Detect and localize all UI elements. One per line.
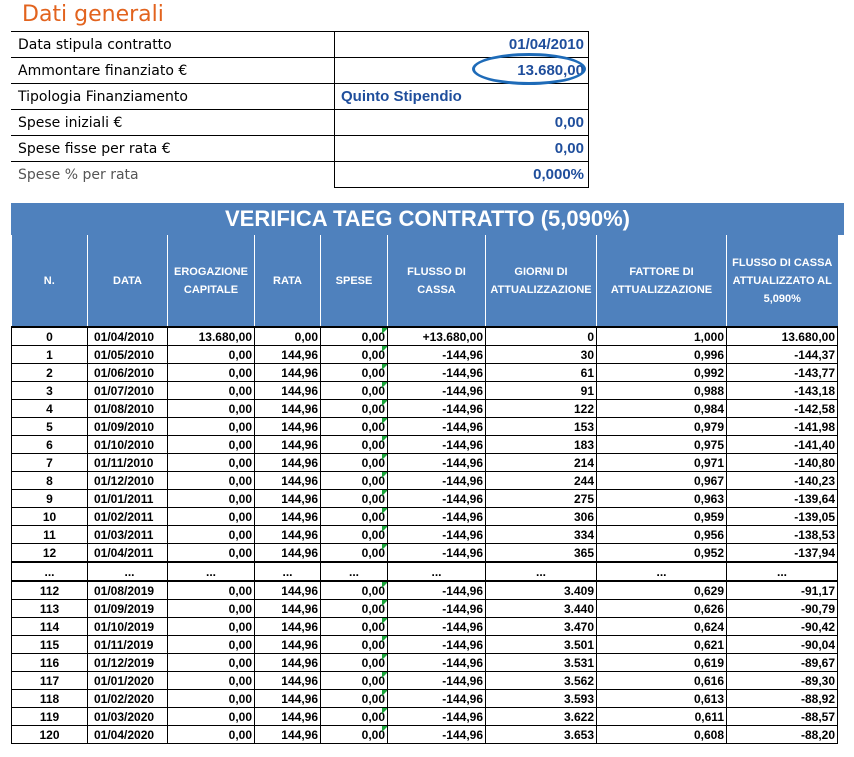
cell-cash-flow[interactable]: -144,96: [388, 526, 486, 544]
cell-installment[interactable]: 0,00: [255, 327, 321, 346]
cell-factor[interactable]: 0,624: [597, 618, 727, 636]
general-row-type: [11, 84, 589, 110]
cell-installment[interactable]: 144,96: [255, 364, 321, 382]
cell-days[interactable]: 214: [486, 454, 597, 472]
cell-disbursement[interactable]: 0,00: [168, 454, 255, 472]
cell-discounted-flow[interactable]: -89,30: [727, 672, 838, 690]
cell-discounted-flow[interactable]: -140,23: [727, 472, 838, 490]
cell-n[interactable]: 3: [12, 382, 88, 400]
cell-days[interactable]: 3.531: [486, 654, 597, 672]
cell-date[interactable]: 01/04/2020: [88, 726, 168, 744]
value-initial-fees[interactable]: 0,00: [335, 110, 589, 136]
value-financing-type[interactable]: Quinto Stipendio: [335, 84, 589, 110]
table-row: [12, 454, 838, 472]
cell-installment[interactable]: 144,96: [255, 544, 321, 563]
cell-factor[interactable]: ...: [597, 562, 727, 581]
cell-factor[interactable]: 0,608: [597, 726, 727, 744]
cell-discounted-flow[interactable]: -138,53: [727, 526, 838, 544]
cell-date[interactable]: 01/08/2019: [88, 581, 168, 600]
cell-disbursement[interactable]: 0,00: [168, 726, 255, 744]
label-initial-fees: Spese iniziali €: [11, 110, 335, 136]
cell-fees[interactable]: 0,00: [321, 364, 388, 382]
cell-date[interactable]: 01/05/2010: [88, 346, 168, 364]
table-row: [12, 508, 838, 526]
cell-fees[interactable]: 0,00: [321, 454, 388, 472]
cell-discounted-flow[interactable]: -88,92: [727, 690, 838, 708]
cell-discounted-flow[interactable]: -88,57: [727, 708, 838, 726]
cell-factor[interactable]: 0,619: [597, 654, 727, 672]
cell-disbursement[interactable]: ...: [168, 562, 255, 581]
cell-cash-flow[interactable]: -144,96: [388, 600, 486, 618]
cell-discounted-flow[interactable]: -141,40: [727, 436, 838, 454]
cell-disbursement[interactable]: 0,00: [168, 436, 255, 454]
cell-fees[interactable]: 0,00: [321, 508, 388, 526]
cell-cash-flow[interactable]: ...: [388, 562, 486, 581]
cell-n[interactable]: 2: [12, 364, 88, 382]
cell-n[interactable]: 113: [12, 600, 88, 618]
cell-fees[interactable]: 0,00: [321, 526, 388, 544]
table-row: [12, 708, 838, 726]
general-row-initial-fees: [11, 110, 589, 136]
cell-n[interactable]: 9: [12, 490, 88, 508]
cell-disbursement[interactable]: 0,00: [168, 418, 255, 436]
cell-days[interactable]: 122: [486, 400, 597, 418]
cell-discounted-flow[interactable]: -88,20: [727, 726, 838, 744]
cell-cash-flow[interactable]: +13.680,00: [388, 327, 486, 346]
cell-fees[interactable]: ...: [321, 562, 388, 581]
cell-days[interactable]: 30: [486, 346, 597, 364]
cell-n[interactable]: 7: [12, 454, 88, 472]
header-date: DATA: [88, 235, 168, 327]
cell-fees[interactable]: 0,00: [321, 418, 388, 436]
cell-date[interactable]: 01/09/2010: [88, 418, 168, 436]
cell-cash-flow[interactable]: -144,96: [388, 672, 486, 690]
label-percent-fees: Spese % per rata: [11, 162, 335, 188]
header-installment: RATA: [255, 235, 321, 327]
table-row: [12, 581, 838, 600]
value-contract-date[interactable]: 01/04/2010: [335, 32, 589, 58]
cell-n[interactable]: 112: [12, 581, 88, 600]
cell-date[interactable]: 01/06/2010: [88, 364, 168, 382]
cell-installment[interactable]: 144,96: [255, 454, 321, 472]
cell-factor[interactable]: 0,963: [597, 490, 727, 508]
cell-days[interactable]: 275: [486, 490, 597, 508]
cell-cash-flow[interactable]: -144,96: [388, 708, 486, 726]
cell-fees[interactable]: 0,00: [321, 472, 388, 490]
cell-date[interactable]: 01/12/2019: [88, 654, 168, 672]
cell-days[interactable]: 3.501: [486, 636, 597, 654]
table-row: [12, 654, 838, 672]
cell-cash-flow[interactable]: -144,96: [388, 726, 486, 744]
cell-date[interactable]: 01/08/2010: [88, 400, 168, 418]
cell-cash-flow[interactable]: -144,96: [388, 618, 486, 636]
cell-date[interactable]: 01/01/2020: [88, 672, 168, 690]
cell-discounted-flow[interactable]: -140,80: [727, 454, 838, 472]
cell-n[interactable]: 0: [12, 327, 88, 346]
cell-n[interactable]: 10: [12, 508, 88, 526]
cell-disbursement[interactable]: 0,00: [168, 600, 255, 618]
cell-disbursement[interactable]: 13.680,00: [168, 327, 255, 346]
header-days: GIORNI DI ATTUALIZZAZIONE: [486, 235, 597, 327]
table-row: [12, 346, 838, 364]
cell-discounted-flow[interactable]: -142,58: [727, 400, 838, 418]
cell-cash-flow[interactable]: -144,96: [388, 581, 486, 600]
table-row: [12, 472, 838, 490]
highlight-circle: [472, 53, 586, 85]
cell-discounted-flow[interactable]: 13.680,00: [727, 327, 838, 346]
cell-cash-flow[interactable]: -144,96: [388, 508, 486, 526]
cell-fees[interactable]: 0,00: [321, 690, 388, 708]
cell-fees[interactable]: 0,00: [321, 490, 388, 508]
cell-cash-flow[interactable]: -144,96: [388, 364, 486, 382]
cell-cash-flow[interactable]: -144,96: [388, 346, 486, 364]
cell-cash-flow[interactable]: -144,96: [388, 382, 486, 400]
cell-fees[interactable]: 0,00: [321, 672, 388, 690]
cell-cash-flow[interactable]: -144,96: [388, 436, 486, 454]
cell-days[interactable]: 91: [486, 382, 597, 400]
cell-disbursement[interactable]: 0,00: [168, 618, 255, 636]
cell-discounted-flow[interactable]: -89,67: [727, 654, 838, 672]
cell-days[interactable]: 0: [486, 327, 597, 346]
cell-installment[interactable]: 144,96: [255, 690, 321, 708]
cell-n[interactable]: 119: [12, 708, 88, 726]
cell-n[interactable]: 6: [12, 436, 88, 454]
cell-installment[interactable]: 144,96: [255, 600, 321, 618]
cell-cash-flow[interactable]: -144,96: [388, 490, 486, 508]
cell-date[interactable]: 01/02/2020: [88, 690, 168, 708]
cell-installment[interactable]: 144,96: [255, 418, 321, 436]
cell-disbursement[interactable]: 0,00: [168, 364, 255, 382]
cell-installment[interactable]: 144,96: [255, 346, 321, 364]
cell-fees[interactable]: 0,00: [321, 400, 388, 418]
cell-disbursement[interactable]: 0,00: [168, 581, 255, 600]
cell-date[interactable]: 01/12/2010: [88, 472, 168, 490]
cell-factor[interactable]: 0,621: [597, 636, 727, 654]
cell-factor[interactable]: 1,000: [597, 327, 727, 346]
cell-factor[interactable]: 0,952: [597, 544, 727, 563]
cell-factor[interactable]: 0,956: [597, 526, 727, 544]
table-row: [12, 436, 838, 454]
cell-days[interactable]: 183: [486, 436, 597, 454]
cell-days[interactable]: 3.440: [486, 600, 597, 618]
general-row-date: [11, 32, 589, 58]
cell-disbursement[interactable]: 0,00: [168, 654, 255, 672]
table-row: [12, 364, 838, 382]
cell-n[interactable]: 11: [12, 526, 88, 544]
cell-discounted-flow[interactable]: -144,37: [727, 346, 838, 364]
ellipsis-row: [12, 562, 838, 581]
cell-n[interactable]: 117: [12, 672, 88, 690]
cell-n[interactable]: 4: [12, 400, 88, 418]
cell-discounted-flow[interactable]: -90,42: [727, 618, 838, 636]
general-row-fixed-fees: [11, 136, 589, 162]
cell-n[interactable]: 118: [12, 690, 88, 708]
table-row: [12, 327, 838, 346]
header-discounted-flow: FLUSSO DI CASSA ATTUALIZZATO AL 5,090%: [727, 235, 838, 327]
cell-date[interactable]: 01/02/2011: [88, 508, 168, 526]
cell-days[interactable]: 3.653: [486, 726, 597, 744]
cell-factor[interactable]: 0,959: [597, 508, 727, 526]
cell-factor[interactable]: 0,967: [597, 472, 727, 490]
cell-factor[interactable]: 0,626: [597, 600, 727, 618]
cell-date[interactable]: 01/03/2011: [88, 526, 168, 544]
cell-disbursement[interactable]: 0,00: [168, 672, 255, 690]
cell-n[interactable]: 8: [12, 472, 88, 490]
table-row: [12, 382, 838, 400]
cell-disbursement[interactable]: 0,00: [168, 508, 255, 526]
cell-date[interactable]: 01/10/2019: [88, 618, 168, 636]
cell-n[interactable]: 12: [12, 544, 88, 563]
cell-factor[interactable]: 0,979: [597, 418, 727, 436]
cell-factor[interactable]: 0,988: [597, 382, 727, 400]
cell-cash-flow[interactable]: -144,96: [388, 454, 486, 472]
cell-n[interactable]: 1: [12, 346, 88, 364]
cell-disbursement[interactable]: 0,00: [168, 708, 255, 726]
cell-date[interactable]: 01/04/2011: [88, 544, 168, 563]
cell-n[interactable]: 115: [12, 636, 88, 654]
cell-days[interactable]: 306: [486, 508, 597, 526]
table-row: [12, 672, 838, 690]
cell-installment[interactable]: 144,96: [255, 708, 321, 726]
cell-fees[interactable]: 0,00: [321, 618, 388, 636]
cell-days[interactable]: ...: [486, 562, 597, 581]
section-title: Dati generali: [22, 2, 164, 27]
cell-installment[interactable]: 144,96: [255, 436, 321, 454]
cell-factor[interactable]: 0,984: [597, 400, 727, 418]
cell-discounted-flow[interactable]: -139,05: [727, 508, 838, 526]
cell-days[interactable]: 244: [486, 472, 597, 490]
cell-n[interactable]: 120: [12, 726, 88, 744]
cell-factor[interactable]: 0,996: [597, 346, 727, 364]
cell-fees[interactable]: 0,00: [321, 726, 388, 744]
value-amount[interactable]: 13.680,00: [335, 58, 589, 84]
header-disbursement: EROGAZIONE CAPITALE: [168, 235, 255, 327]
cell-n[interactable]: ...: [12, 562, 88, 581]
label-financing-type: Tipologia Finanziamento: [11, 84, 335, 110]
cell-disbursement[interactable]: 0,00: [168, 690, 255, 708]
cell-installment[interactable]: 144,96: [255, 472, 321, 490]
cell-days[interactable]: 153: [486, 418, 597, 436]
cell-date[interactable]: 01/11/2010: [88, 454, 168, 472]
cell-installment[interactable]: 144,96: [255, 672, 321, 690]
cell-disbursement[interactable]: 0,00: [168, 400, 255, 418]
cell-fees[interactable]: 0,00: [321, 346, 388, 364]
cell-n[interactable]: 116: [12, 654, 88, 672]
header-fees: SPESE: [321, 235, 388, 327]
general-row-percent-fees: [11, 162, 589, 188]
cell-factor[interactable]: 0,611: [597, 708, 727, 726]
cell-cash-flow[interactable]: -144,96: [388, 690, 486, 708]
cell-date[interactable]: 01/11/2019: [88, 636, 168, 654]
label-fixed-fees: Spese fisse per rata €: [11, 136, 335, 162]
cell-discounted-flow[interactable]: -143,77: [727, 364, 838, 382]
header-factor: FATTORE DI ATTUALIZZAZIONE: [597, 235, 727, 327]
cell-discounted-flow[interactable]: -139,64: [727, 490, 838, 508]
cell-date[interactable]: 01/04/2010: [88, 327, 168, 346]
cell-installment[interactable]: 144,96: [255, 508, 321, 526]
cell-fees[interactable]: 0,00: [321, 708, 388, 726]
taeg-table: [11, 235, 838, 744]
cell-fees[interactable]: 0,00: [321, 636, 388, 654]
cell-fees[interactable]: 0,00: [321, 327, 388, 346]
table-row: [12, 490, 838, 508]
table-row: [12, 526, 838, 544]
cell-date[interactable]: ...: [88, 562, 168, 581]
cell-days[interactable]: 61: [486, 364, 597, 382]
cell-cash-flow[interactable]: -144,96: [388, 418, 486, 436]
table-banner: VERIFICA TAEG CONTRATTO (5,090%): [11, 203, 844, 235]
cell-date[interactable]: 01/03/2020: [88, 708, 168, 726]
header-n: N.: [12, 235, 88, 327]
cell-disbursement[interactable]: 0,00: [168, 382, 255, 400]
cell-days[interactable]: 3.470: [486, 618, 597, 636]
cell-installment[interactable]: 144,96: [255, 382, 321, 400]
cell-disbursement[interactable]: 0,00: [168, 526, 255, 544]
table-header-row: [12, 235, 838, 327]
cell-installment[interactable]: 144,96: [255, 526, 321, 544]
cell-disbursement[interactable]: 0,00: [168, 636, 255, 654]
table-row: [12, 418, 838, 436]
table-row: [12, 618, 838, 636]
cell-disbursement[interactable]: 0,00: [168, 472, 255, 490]
cell-days[interactable]: 3.593: [486, 690, 597, 708]
cell-fees[interactable]: 0,00: [321, 382, 388, 400]
cell-factor[interactable]: 0,629: [597, 581, 727, 600]
table-row: [12, 690, 838, 708]
cell-installment[interactable]: 144,96: [255, 726, 321, 744]
cell-discounted-flow[interactable]: -91,17: [727, 581, 838, 600]
cell-installment[interactable]: 144,96: [255, 636, 321, 654]
cell-factor[interactable]: 0,975: [597, 436, 727, 454]
header-cash-flow: FLUSSO DI CASSA: [388, 235, 486, 327]
cell-discounted-flow[interactable]: ...: [727, 562, 838, 581]
cell-discounted-flow[interactable]: -90,04: [727, 636, 838, 654]
table-row: [12, 636, 838, 654]
cell-n[interactable]: 5: [12, 418, 88, 436]
cell-installment[interactable]: 144,96: [255, 400, 321, 418]
label-contract-date: Data stipula contratto: [11, 32, 335, 58]
cell-disbursement[interactable]: 0,00: [168, 346, 255, 364]
cell-disbursement[interactable]: 0,00: [168, 544, 255, 563]
cell-date[interactable]: 01/09/2019: [88, 600, 168, 618]
table-row: [12, 726, 838, 744]
label-amount: Ammontare finanziato €: [11, 58, 335, 84]
cell-days[interactable]: 3.622: [486, 708, 597, 726]
cell-disbursement[interactable]: 0,00: [168, 490, 255, 508]
cell-fees[interactable]: 0,00: [321, 600, 388, 618]
cell-discounted-flow[interactable]: -137,94: [727, 544, 838, 563]
cell-installment[interactable]: 144,96: [255, 654, 321, 672]
cell-factor[interactable]: 0,616: [597, 672, 727, 690]
cell-date[interactable]: 01/07/2010: [88, 382, 168, 400]
table-row: [12, 544, 838, 563]
table-row: [12, 400, 838, 418]
cell-installment[interactable]: ...: [255, 562, 321, 581]
cell-factor[interactable]: 0,992: [597, 364, 727, 382]
cell-cash-flow[interactable]: -144,96: [388, 654, 486, 672]
cell-cash-flow[interactable]: -144,96: [388, 472, 486, 490]
cell-days[interactable]: 3.562: [486, 672, 597, 690]
cell-discounted-flow[interactable]: -90,79: [727, 600, 838, 618]
cell-days[interactable]: 365: [486, 544, 597, 563]
cell-cash-flow[interactable]: -144,96: [388, 400, 486, 418]
cell-fees[interactable]: 0,00: [321, 654, 388, 672]
cell-days[interactable]: 334: [486, 526, 597, 544]
value-percent-fees[interactable]: 0,000%: [335, 162, 589, 188]
cell-discounted-flow[interactable]: -141,98: [727, 418, 838, 436]
value-fixed-fees[interactable]: 0,00: [335, 136, 589, 162]
cell-fees[interactable]: 0,00: [321, 436, 388, 454]
cell-factor[interactable]: 0,971: [597, 454, 727, 472]
cell-discounted-flow[interactable]: -143,18: [727, 382, 838, 400]
table-row: [12, 600, 838, 618]
cell-installment[interactable]: 144,96: [255, 618, 321, 636]
cell-cash-flow[interactable]: -144,96: [388, 544, 486, 563]
cell-cash-flow[interactable]: -144,96: [388, 636, 486, 654]
cell-fees[interactable]: 0,00: [321, 544, 388, 563]
cell-n[interactable]: 114: [12, 618, 88, 636]
cell-installment[interactable]: 144,96: [255, 581, 321, 600]
cell-days[interactable]: 3.409: [486, 581, 597, 600]
cell-date[interactable]: 01/01/2011: [88, 490, 168, 508]
cell-fees[interactable]: 0,00: [321, 581, 388, 600]
table-body: [12, 327, 838, 744]
cell-installment[interactable]: 144,96: [255, 490, 321, 508]
cell-factor[interactable]: 0,613: [597, 690, 727, 708]
cell-date[interactable]: 01/10/2010: [88, 436, 168, 454]
